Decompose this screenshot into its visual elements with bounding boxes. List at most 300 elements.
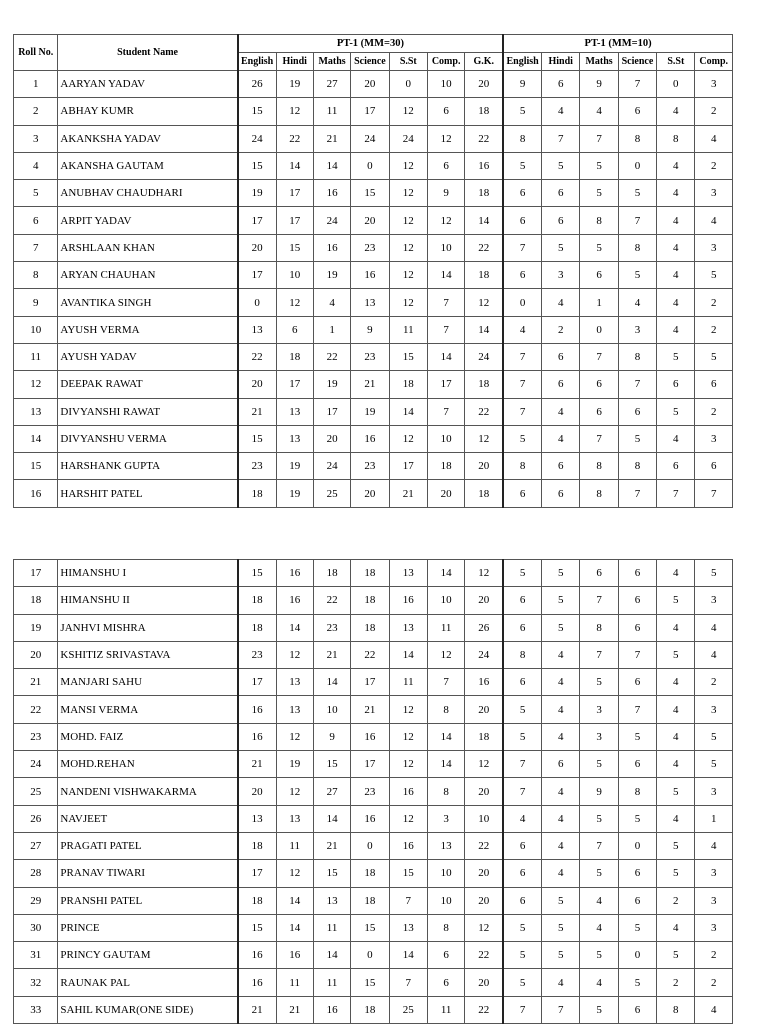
roll-no-cell: 3: [14, 125, 58, 152]
mark-cell-mm10: 8: [618, 125, 656, 152]
mark-cell-mm30: 12: [465, 425, 503, 452]
student-name-cell: NANDENI VISHWAKARMA: [58, 778, 238, 805]
mark-cell-mm30: 16: [351, 805, 389, 832]
roll-no-header: Roll No.: [14, 35, 58, 71]
mark-cell-mm10: 7: [503, 343, 541, 370]
mark-cell-mm30: 16: [389, 832, 427, 859]
mark-cell-mm10: 4: [657, 234, 695, 261]
student-name-cell: RAUNAK PAL: [58, 969, 238, 996]
mark-cell-mm10: 5: [503, 723, 541, 750]
mark-cell-mm30: 14: [427, 262, 464, 289]
mark-cell-mm10: 5: [542, 942, 580, 969]
mark-cell-mm10: 6: [618, 560, 656, 587]
student-name-cell: MOHD.REHAN: [58, 751, 238, 778]
mark-cell-mm10: 4: [542, 805, 580, 832]
mark-cell-mm30: 12: [465, 560, 503, 587]
roll-no-cell: 19: [14, 614, 58, 641]
mark-cell-mm10: 4: [695, 207, 733, 234]
mark-cell-mm10: 0: [580, 316, 618, 343]
mark-cell-mm30: 12: [427, 125, 464, 152]
mark-cell-mm30: 19: [351, 398, 389, 425]
mark-cell-mm10: 8: [503, 453, 541, 480]
mark-cell-mm10: 4: [618, 289, 656, 316]
student-name-cell: DEEPAK RAWAT: [58, 371, 238, 398]
mark-cell-mm10: 4: [542, 641, 580, 668]
mark-cell-mm30: 15: [238, 98, 276, 125]
mark-cell-mm10: 5: [542, 914, 580, 941]
mark-cell-mm10: 9: [580, 778, 618, 805]
mark-cell-mm10: 3: [695, 587, 733, 614]
mark-cell-mm10: 3: [695, 860, 733, 887]
mark-cell-mm10: 2: [695, 969, 733, 996]
mark-cell-mm10: 4: [542, 669, 580, 696]
student-name-cell: SAHIL KUMAR(ONE SIDE): [58, 996, 238, 1023]
mark-cell-mm30: 13: [238, 805, 276, 832]
mark-cell-mm30: 18: [238, 614, 276, 641]
mark-cell-mm30: 18: [313, 560, 350, 587]
mark-cell-mm30: 10: [427, 587, 464, 614]
mark-cell-mm30: 7: [389, 887, 427, 914]
mark-cell-mm30: 19: [313, 262, 350, 289]
mark-cell-mm30: 26: [465, 614, 503, 641]
mark-cell-mm30: 18: [238, 480, 276, 507]
mark-cell-mm10: 4: [542, 778, 580, 805]
mark-cell-mm10: 3: [695, 887, 733, 914]
mark-cell-mm10: 6: [618, 669, 656, 696]
roll-no-cell: 16: [14, 480, 58, 507]
table-row: [14, 71, 733, 98]
mark-cell-mm30: 21: [238, 996, 276, 1023]
mark-cell-mm10: 5: [618, 969, 656, 996]
mark-cell-mm10: 5: [503, 942, 541, 969]
mark-cell-mm10: 5: [503, 969, 541, 996]
mark-cell-mm30: 10: [427, 234, 464, 261]
table-row: [14, 860, 733, 887]
mark-cell-mm30: 21: [313, 832, 350, 859]
table-row: [14, 152, 733, 179]
mark-cell-mm10: 8: [657, 996, 695, 1023]
mark-cell-mm10: 7: [503, 996, 541, 1023]
mark-cell-mm30: 8: [427, 914, 464, 941]
mark-cell-mm30: 18: [465, 262, 503, 289]
mark-cell-mm10: 5: [657, 641, 695, 668]
mark-cell-mm30: 16: [313, 234, 350, 261]
mark-cell-mm10: 6: [503, 207, 541, 234]
mark-cell-mm30: 14: [427, 560, 464, 587]
subject-header-mm10: Maths: [580, 53, 618, 71]
mark-cell-mm30: 20: [313, 425, 350, 452]
mark-cell-mm30: 0: [238, 289, 276, 316]
mark-cell-mm10: 5: [542, 234, 580, 261]
mark-cell-mm10: 3: [580, 696, 618, 723]
mark-cell-mm30: 17: [351, 669, 389, 696]
mark-cell-mm10: 2: [695, 316, 733, 343]
mark-cell-mm10: 4: [695, 832, 733, 859]
mark-cell-mm30: 16: [276, 560, 313, 587]
mark-cell-mm10: 5: [618, 723, 656, 750]
mark-cell-mm10: 5: [580, 669, 618, 696]
mark-cell-mm10: 8: [618, 234, 656, 261]
mark-cell-mm10: 6: [503, 262, 541, 289]
mark-cell-mm10: 4: [542, 832, 580, 859]
mark-cell-mm30: 14: [313, 152, 350, 179]
mark-cell-mm10: 6: [542, 371, 580, 398]
mark-cell-mm30: 12: [427, 641, 464, 668]
subject-header-mm30: Hindi: [276, 53, 313, 71]
mark-cell-mm10: 2: [657, 887, 695, 914]
mark-cell-mm10: 5: [580, 152, 618, 179]
mark-cell-mm10: 6: [542, 453, 580, 480]
mark-cell-mm10: 4: [503, 316, 541, 343]
mark-cell-mm30: 27: [313, 778, 350, 805]
mark-cell-mm30: 22: [313, 343, 350, 370]
student-name-cell: DIVYANSHU VERMA: [58, 425, 238, 452]
mark-cell-mm30: 13: [276, 425, 313, 452]
mark-cell-mm30: 17: [351, 98, 389, 125]
student-name-cell: ABHAY KUMR: [58, 98, 238, 125]
mark-cell-mm30: 18: [465, 180, 503, 207]
mark-cell-mm10: 6: [657, 371, 695, 398]
roll-no-cell: 30: [14, 914, 58, 941]
mark-cell-mm30: 12: [465, 289, 503, 316]
mark-cell-mm30: 16: [313, 180, 350, 207]
mark-cell-mm30: 12: [427, 207, 464, 234]
mark-cell-mm30: 13: [389, 914, 427, 941]
mark-cell-mm10: 0: [618, 942, 656, 969]
mark-cell-mm10: 5: [503, 98, 541, 125]
mark-cell-mm10: 6: [503, 832, 541, 859]
mark-cell-mm30: 12: [389, 234, 427, 261]
mark-cell-mm30: 10: [276, 262, 313, 289]
mark-cell-mm10: 4: [695, 996, 733, 1023]
student-name-cell: MANSI VERMA: [58, 696, 238, 723]
mark-cell-mm30: 21: [389, 480, 427, 507]
student-name-cell: PRANAV TIWARI: [58, 860, 238, 887]
mark-cell-mm10: 6: [695, 371, 733, 398]
mark-cell-mm30: 20: [465, 587, 503, 614]
mark-cell-mm30: 12: [389, 751, 427, 778]
mark-cell-mm10: 5: [542, 560, 580, 587]
mark-cell-mm30: 18: [351, 614, 389, 641]
mark-cell-mm30: 9: [313, 723, 350, 750]
mark-cell-mm30: 3: [427, 805, 464, 832]
mark-cell-mm10: 7: [580, 832, 618, 859]
student-name-cell: PRINCE: [58, 914, 238, 941]
roll-no-cell: 8: [14, 262, 58, 289]
mark-cell-mm30: 10: [427, 887, 464, 914]
mark-cell-mm10: 2: [657, 969, 695, 996]
mark-cell-mm30: 12: [276, 860, 313, 887]
mark-cell-mm30: 11: [313, 969, 350, 996]
mark-cell-mm30: 26: [238, 71, 276, 98]
mark-cell-mm10: 4: [657, 751, 695, 778]
mark-cell-mm10: 4: [657, 805, 695, 832]
mark-cell-mm30: 22: [276, 125, 313, 152]
mark-cell-mm10: 5: [503, 696, 541, 723]
mark-cell-mm30: 12: [389, 180, 427, 207]
mark-cell-mm10: 7: [618, 641, 656, 668]
mark-cell-mm10: 3: [580, 723, 618, 750]
mark-cell-mm10: 4: [503, 805, 541, 832]
mark-cell-mm30: 21: [238, 398, 276, 425]
mark-cell-mm30: 17: [427, 371, 464, 398]
mark-cell-mm10: 7: [580, 343, 618, 370]
mark-cell-mm10: 6: [503, 614, 541, 641]
mark-cell-mm10: 4: [657, 669, 695, 696]
mark-cell-mm30: 4: [313, 289, 350, 316]
table-row: [14, 398, 733, 425]
mark-cell-mm30: 16: [465, 152, 503, 179]
mark-cell-mm10: 7: [580, 425, 618, 452]
mark-cell-mm10: 5: [657, 398, 695, 425]
student-name-cell: ARPIT YADAV: [58, 207, 238, 234]
mark-cell-mm10: 2: [695, 152, 733, 179]
table-row: [14, 832, 733, 859]
roll-no-cell: 22: [14, 696, 58, 723]
student-name-cell: ANUBHAV CHAUDHARI: [58, 180, 238, 207]
mark-cell-mm30: 12: [389, 262, 427, 289]
mark-cell-mm30: 10: [427, 860, 464, 887]
mark-cell-mm30: 14: [389, 641, 427, 668]
mark-cell-mm30: 22: [351, 641, 389, 668]
mark-cell-mm10: 4: [542, 98, 580, 125]
roll-no-cell: 4: [14, 152, 58, 179]
mark-cell-mm10: 4: [657, 152, 695, 179]
mark-cell-mm10: 5: [542, 587, 580, 614]
mark-cell-mm10: 4: [657, 560, 695, 587]
mark-cell-mm30: 12: [276, 98, 313, 125]
mark-cell-mm30: 16: [238, 969, 276, 996]
mark-cell-mm10: 4: [657, 316, 695, 343]
roll-no-cell: 31: [14, 942, 58, 969]
mark-cell-mm30: 18: [351, 587, 389, 614]
mark-cell-mm30: 16: [351, 262, 389, 289]
mark-cell-mm10: 6: [618, 98, 656, 125]
mark-cell-mm10: 7: [542, 125, 580, 152]
roll-no-cell: 2: [14, 98, 58, 125]
roll-no-cell: 12: [14, 371, 58, 398]
mark-cell-mm30: 22: [465, 125, 503, 152]
mark-cell-mm30: 24: [313, 453, 350, 480]
mark-cell-mm30: 20: [351, 480, 389, 507]
mark-cell-mm10: 5: [618, 914, 656, 941]
mark-cell-mm30: 20: [238, 371, 276, 398]
mark-cell-mm10: 6: [503, 860, 541, 887]
mark-cell-mm30: 14: [427, 751, 464, 778]
table-body-2: [14, 560, 733, 1024]
mark-cell-mm10: 7: [503, 751, 541, 778]
roll-no-cell: 1: [14, 71, 58, 98]
mark-cell-mm30: 17: [351, 751, 389, 778]
student-name-cell: AKANKSHA YADAV: [58, 125, 238, 152]
subject-header-mm10: English: [503, 53, 541, 71]
mark-cell-mm30: 16: [238, 723, 276, 750]
mark-cell-mm30: 8: [427, 778, 464, 805]
table-row: [14, 425, 733, 452]
mark-cell-mm30: 19: [276, 751, 313, 778]
mark-cell-mm10: 4: [542, 860, 580, 887]
mark-cell-mm30: 6: [427, 969, 464, 996]
mark-cell-mm30: 0: [351, 832, 389, 859]
student-name-cell: MANJARI SAHU: [58, 669, 238, 696]
mark-cell-mm30: 14: [427, 343, 464, 370]
mark-cell-mm10: 6: [542, 343, 580, 370]
mark-cell-mm10: 4: [657, 180, 695, 207]
mark-cell-mm30: 12: [276, 289, 313, 316]
mark-cell-mm30: 6: [427, 152, 464, 179]
mark-cell-mm30: 14: [389, 398, 427, 425]
roll-no-cell: 6: [14, 207, 58, 234]
mark-cell-mm30: 18: [238, 587, 276, 614]
table-row: [14, 914, 733, 941]
mark-cell-mm30: 11: [276, 832, 313, 859]
mark-cell-mm30: 15: [351, 969, 389, 996]
mark-cell-mm10: 7: [618, 71, 656, 98]
mark-cell-mm30: 19: [276, 480, 313, 507]
mark-cell-mm30: 10: [465, 805, 503, 832]
mark-cell-mm10: 4: [542, 696, 580, 723]
mark-cell-mm30: 23: [238, 453, 276, 480]
mark-cell-mm30: 15: [389, 343, 427, 370]
mark-cell-mm30: 27: [313, 71, 350, 98]
mark-cell-mm30: 15: [238, 152, 276, 179]
mark-cell-mm30: 14: [389, 942, 427, 969]
mark-cell-mm30: 19: [276, 453, 313, 480]
mark-cell-mm30: 13: [427, 832, 464, 859]
mark-cell-mm10: 6: [503, 587, 541, 614]
mark-cell-mm10: 8: [580, 614, 618, 641]
table-row: [14, 641, 733, 668]
mark-cell-mm10: 7: [542, 996, 580, 1023]
mark-cell-mm10: 8: [580, 453, 618, 480]
mark-cell-mm10: 8: [618, 453, 656, 480]
mark-cell-mm10: 6: [503, 480, 541, 507]
mark-cell-mm30: 14: [313, 669, 350, 696]
mark-cell-mm30: 19: [276, 71, 313, 98]
mark-cell-mm30: 12: [465, 914, 503, 941]
mark-cell-mm30: 18: [351, 860, 389, 887]
mark-cell-mm30: 16: [276, 587, 313, 614]
mark-cell-mm30: 22: [313, 587, 350, 614]
mark-cell-mm10: 3: [695, 71, 733, 98]
mark-cell-mm30: 17: [238, 860, 276, 887]
table-row: [14, 778, 733, 805]
mark-cell-mm10: 8: [580, 207, 618, 234]
mark-cell-mm10: 8: [580, 480, 618, 507]
subject-header-mm30: Maths: [313, 53, 350, 71]
mark-cell-mm10: 5: [618, 262, 656, 289]
student-name-cell: DIVYANSHI RAWAT: [58, 398, 238, 425]
mark-cell-mm10: 5: [580, 180, 618, 207]
mark-cell-mm10: 5: [580, 942, 618, 969]
mark-cell-mm30: 9: [427, 180, 464, 207]
student-name-cell: AARYAN YADAV: [58, 71, 238, 98]
table-row: [14, 371, 733, 398]
mark-cell-mm30: 15: [389, 860, 427, 887]
mark-cell-mm30: 1: [313, 316, 350, 343]
mark-cell-mm30: 8: [427, 696, 464, 723]
table-row: [14, 234, 733, 261]
mark-cell-mm30: 17: [276, 371, 313, 398]
table-row: [14, 614, 733, 641]
marks-table-1: [13, 34, 733, 508]
table-row: [14, 996, 733, 1023]
mark-cell-mm10: 2: [695, 98, 733, 125]
mark-cell-mm10: 4: [542, 425, 580, 452]
roll-no-cell: 18: [14, 587, 58, 614]
table-row: [14, 723, 733, 750]
table-row: [14, 969, 733, 996]
mark-cell-mm10: 5: [657, 343, 695, 370]
mark-cell-mm30: 10: [313, 696, 350, 723]
marks-table-2: [13, 559, 733, 1024]
mark-cell-mm30: 20: [351, 71, 389, 98]
student-name-cell: ARYAN CHAUHAN: [58, 262, 238, 289]
mark-cell-mm30: 18: [465, 371, 503, 398]
mark-cell-mm30: 0: [351, 942, 389, 969]
mark-cell-mm10: 8: [657, 125, 695, 152]
mark-cell-mm10: 0: [503, 289, 541, 316]
subject-header-mm30: Science: [351, 53, 389, 71]
mark-cell-mm10: 5: [695, 560, 733, 587]
student-name-cell: PRANSHI PATEL: [58, 887, 238, 914]
mark-cell-mm10: 6: [542, 180, 580, 207]
mark-cell-mm30: 20: [238, 234, 276, 261]
mark-cell-mm30: 12: [389, 696, 427, 723]
mark-cell-mm10: 1: [580, 289, 618, 316]
mark-cell-mm30: 15: [351, 180, 389, 207]
mark-cell-mm30: 11: [389, 669, 427, 696]
student-name-cell: AYUSH VERMA: [58, 316, 238, 343]
mark-cell-mm30: 11: [276, 969, 313, 996]
mark-cell-mm10: 6: [542, 207, 580, 234]
mark-cell-mm30: 11: [313, 98, 350, 125]
mark-cell-mm30: 13: [276, 805, 313, 832]
mark-cell-mm30: 18: [427, 453, 464, 480]
mark-cell-mm10: 4: [580, 914, 618, 941]
mark-cell-mm10: 3: [695, 425, 733, 452]
table-row: [14, 751, 733, 778]
student-name-cell: AVANTIKA SINGH: [58, 289, 238, 316]
mark-cell-mm30: 14: [276, 152, 313, 179]
roll-no-cell: 29: [14, 887, 58, 914]
student-name-cell: HIMANSHU I: [58, 560, 238, 587]
mark-cell-mm30: 15: [238, 425, 276, 452]
mark-cell-mm30: 12: [389, 425, 427, 452]
mark-cell-mm10: 4: [580, 887, 618, 914]
mark-cell-mm10: 6: [542, 71, 580, 98]
mark-cell-mm30: 22: [465, 398, 503, 425]
mark-cell-mm10: 6: [618, 614, 656, 641]
mark-cell-mm30: 11: [389, 316, 427, 343]
mark-cell-mm10: 2: [695, 398, 733, 425]
mark-cell-mm30: 18: [389, 371, 427, 398]
mark-cell-mm30: 16: [238, 696, 276, 723]
mark-cell-mm10: 4: [657, 425, 695, 452]
mark-cell-mm30: 10: [427, 71, 464, 98]
mark-cell-mm30: 15: [238, 560, 276, 587]
mark-cell-mm10: 7: [695, 480, 733, 507]
mark-cell-mm10: 6: [618, 751, 656, 778]
mark-cell-mm30: 23: [351, 453, 389, 480]
mark-cell-mm30: 14: [276, 914, 313, 941]
mark-cell-mm30: 21: [238, 751, 276, 778]
mark-cell-mm30: 10: [427, 425, 464, 452]
mark-cell-mm30: 7: [389, 969, 427, 996]
mark-cell-mm10: 7: [618, 207, 656, 234]
mark-cell-mm30: 21: [313, 641, 350, 668]
table-row: [14, 696, 733, 723]
